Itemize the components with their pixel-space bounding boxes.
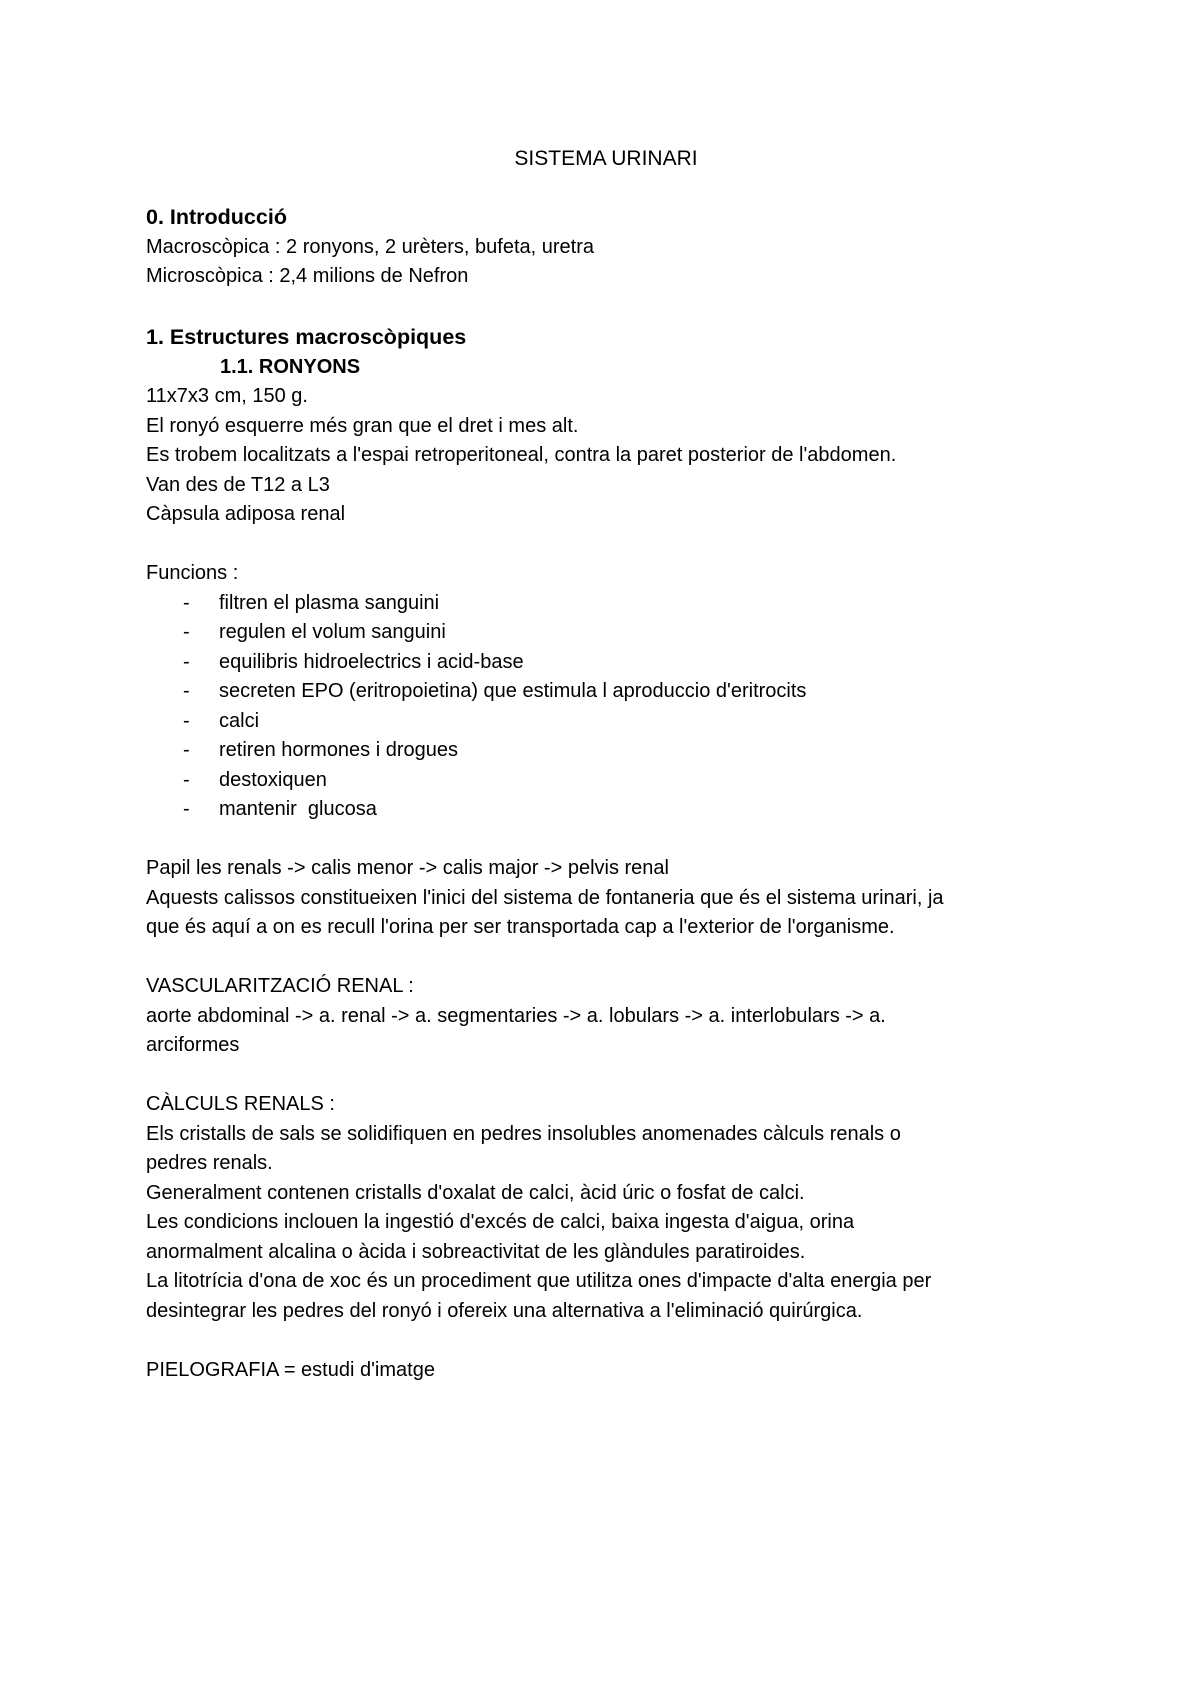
pielografia-line: PIELOGRAFIA = estudi d'imatge bbox=[146, 1358, 435, 1381]
dash-bullet: - bbox=[183, 591, 190, 614]
list-item-text: equilibris hidroelectrics i acid-base bbox=[219, 650, 524, 673]
calyx-line: Aquests calissos constitueixen l'inici del sistema de fontaneria que és el sistema urinari, ja bbox=[146, 886, 944, 909]
dash-bullet: - bbox=[183, 768, 190, 791]
calculs-line: desintegrar les pedres del ronyó i ofereix una alternativa a l'eliminació quirúrgica. bbox=[146, 1299, 863, 1322]
calculs-line: Les condicions inclouen la ingestió d'excés de calci, baixa ingesta d'aigua, orina bbox=[146, 1211, 855, 1233]
vascular-label: VASCULARITZACIÓ RENAL : bbox=[146, 975, 414, 997]
spacer bbox=[146, 1061, 1066, 1091]
list-item-text: calci bbox=[219, 709, 260, 732]
list-item bbox=[146, 795, 1066, 825]
dash-bullet: - bbox=[183, 798, 190, 820]
list-item-text: retiren hormones i drogues bbox=[219, 739, 459, 761]
kidney-line: Van des de T12 a L3 bbox=[146, 473, 330, 496]
list-item-text: destoxiquen bbox=[219, 768, 327, 791]
kidney-line: Càpsula adiposa renal bbox=[146, 503, 346, 525]
calyx-line: que és aquí a on es recull l'orina per ser transportada cap a l'exterior de l'organisme. bbox=[146, 916, 895, 938]
list-item-text: regulen el volum sanguini bbox=[219, 621, 446, 643]
calculs-line: La litotrícia d'ona de xoc és un procediment que utilitza ones d'impacte d'alta energia per bbox=[146, 1270, 932, 1292]
calculs-label: CÀLCULS RENALS : bbox=[146, 1093, 335, 1115]
intro-line-micro: Microscòpica : 2,4 milions de Nefron bbox=[146, 265, 469, 287]
list-item-text: secreten EPO (eritropoietina) que estimula l aproduccio d'eritrocits bbox=[219, 680, 807, 702]
spacer bbox=[146, 943, 1066, 973]
dash-bullet: - bbox=[183, 709, 190, 732]
list-item bbox=[146, 707, 1066, 737]
calculs-line: anormalment alcalina o àcida i sobreactivitat de les glàndules paratiroides. bbox=[146, 1240, 806, 1263]
functions-label: Funcions : bbox=[146, 562, 239, 584]
functions-list bbox=[146, 589, 1066, 825]
list-item-text: mantenir glucosa bbox=[219, 798, 377, 820]
list-item bbox=[146, 618, 1066, 648]
section1-heading: 1. Estructures macroscòpiques bbox=[146, 325, 467, 349]
calculs-line: Generalment contenen cristalls d'oxalat de calci, àcid úric o fosfat de calci. bbox=[146, 1181, 805, 1204]
dash-bullet: - bbox=[183, 650, 190, 673]
vascular-line: arciformes bbox=[146, 1034, 240, 1056]
dash-bullet: - bbox=[183, 680, 190, 702]
kidney-line: Es trobem localitzats a l'espai retroperitoneal, contra la paret posterior de l'abdomen. bbox=[146, 444, 897, 466]
calculs-line: pedres renals. bbox=[146, 1152, 273, 1174]
intro-line-macro: Macroscòpica : 2 ronyons, 2 urèters, bufeta, uretra bbox=[146, 235, 594, 258]
list-item bbox=[146, 677, 1066, 707]
section1-subheading: 1.1. RONYONS bbox=[220, 356, 361, 378]
document-title: SISTEMA URINARI bbox=[514, 147, 698, 170]
list-item bbox=[146, 736, 1066, 766]
vascular-line: aorte abdominal -> a. renal -> a. segmentaries -> a. lobulars -> a. interlobulars -> a. bbox=[146, 1004, 886, 1027]
spacer bbox=[146, 292, 1066, 322]
calyx-line: Papil les renals -> calis menor -> calis major -> pelvis renal bbox=[146, 857, 669, 879]
dash-bullet: - bbox=[183, 621, 190, 643]
spacer bbox=[146, 825, 1066, 855]
list-item bbox=[146, 648, 1066, 678]
intro-heading: 0. Introducció bbox=[146, 204, 287, 229]
spacer bbox=[146, 1326, 1066, 1356]
calculs-line: Els cristalls de sals se solidifiquen en pedres insolubles anomenades càlculs renals o bbox=[146, 1122, 901, 1145]
list-item bbox=[146, 766, 1066, 796]
document-page bbox=[146, 144, 1066, 1385]
spacer bbox=[146, 530, 1066, 560]
kidney-line: El ronyó esquerre més gran que el dret i mes alt. bbox=[146, 414, 579, 437]
kidney-line: 11x7x3 cm, 150 g. bbox=[146, 385, 308, 407]
dash-bullet: - bbox=[183, 739, 190, 761]
list-item-text: filtren el plasma sanguini bbox=[219, 591, 440, 614]
list-item bbox=[146, 589, 1066, 619]
